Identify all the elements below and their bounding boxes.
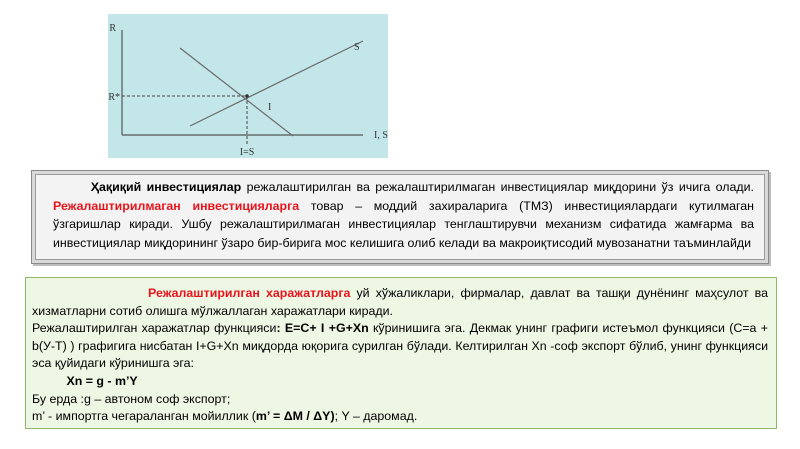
planned-expenditure-term: Режалаштирилган харажатларга [148,286,351,300]
actual-investment-box [31,170,769,264]
i-curve-label: I [268,102,272,113]
expenditure-function-paragraph [32,320,768,373]
import-propensity-label: m’ - импортга чегараланган мойиллик ( [32,409,256,424]
planned-expenditure-definition: уй хўжаликлари, фирмалар, давлат ва ташқи дунёнинг маҳсулот ва хизматларни сотиб олишга мўлжаллаган харажатлари киради. [32,286,768,318]
investment-savings-diagram [108,14,404,164]
y-axis-label: R [109,23,116,34]
planned-expenditure-box [25,277,777,429]
import-propensity-line [32,408,768,426]
actual-investment-term: Ҳақиқий инвестициялар [90,180,242,194]
i-eq-s-label: I=S [239,147,255,158]
expenditure-function-label: Режалаштирилган харажатлар функцияси [32,321,277,336]
net-export-formula: Xn = g - m’Y [66,373,138,388]
x-axis-label: I, S [374,130,388,141]
diagram-background [108,14,388,158]
autonomous-export-line: Бу ерда :g – автоном соф экспорт; [32,391,231,406]
s-curve-label: S [354,42,360,53]
actual-investment-text [53,178,754,252]
unplanned-investment-term: Режалаштирилмаган инвестицияларга [53,198,300,213]
unplanned-investment-definition: товар – моддий захираларига (ТМЗ) инвестициялардаги кутилмаган ўзгаришлар киради. Ушбу режалаштирилмаган инвестициялар тенглаштирувчи механизм сифатида жамғарма ва инвестициялар миқдорининг ўзаро бир-бирига мос келишига олиб келади ва макроиқтисодий мувозанатни таъминлайди [53,198,754,250]
expenditure-function-description: кўринишига эга. Декмак унинг графиги истеъмол функцияси (C=a + b(У-T) ) графигига нисбатан I+G+Xn миқдорда юқорига сурилган бўлади. Келтирилган Xn -соф экспорт бўлиб, унинг функцияси эса қуйидаги кўринишга эга: [32,321,768,371]
diagram-svg [108,14,404,164]
net-export-formula-line [32,373,768,391]
planned-expenditure-text [32,285,768,426]
planned-expenditure-paragraph [32,285,768,320]
income-definition: ; Y – даромад. [334,409,418,424]
import-propensity-formula: m’ = ΔM / ΔY) [255,409,335,424]
r-star-label: R* [108,92,120,103]
expenditure-function-formula: : E=C+ I +G+Xn [276,321,369,336]
equilibrium-point [245,94,249,98]
actual-investment-definition: режалаштирилган ва режалаштирилмаган инвестициялар миқдорини ўз ичига олади. [241,180,754,194]
